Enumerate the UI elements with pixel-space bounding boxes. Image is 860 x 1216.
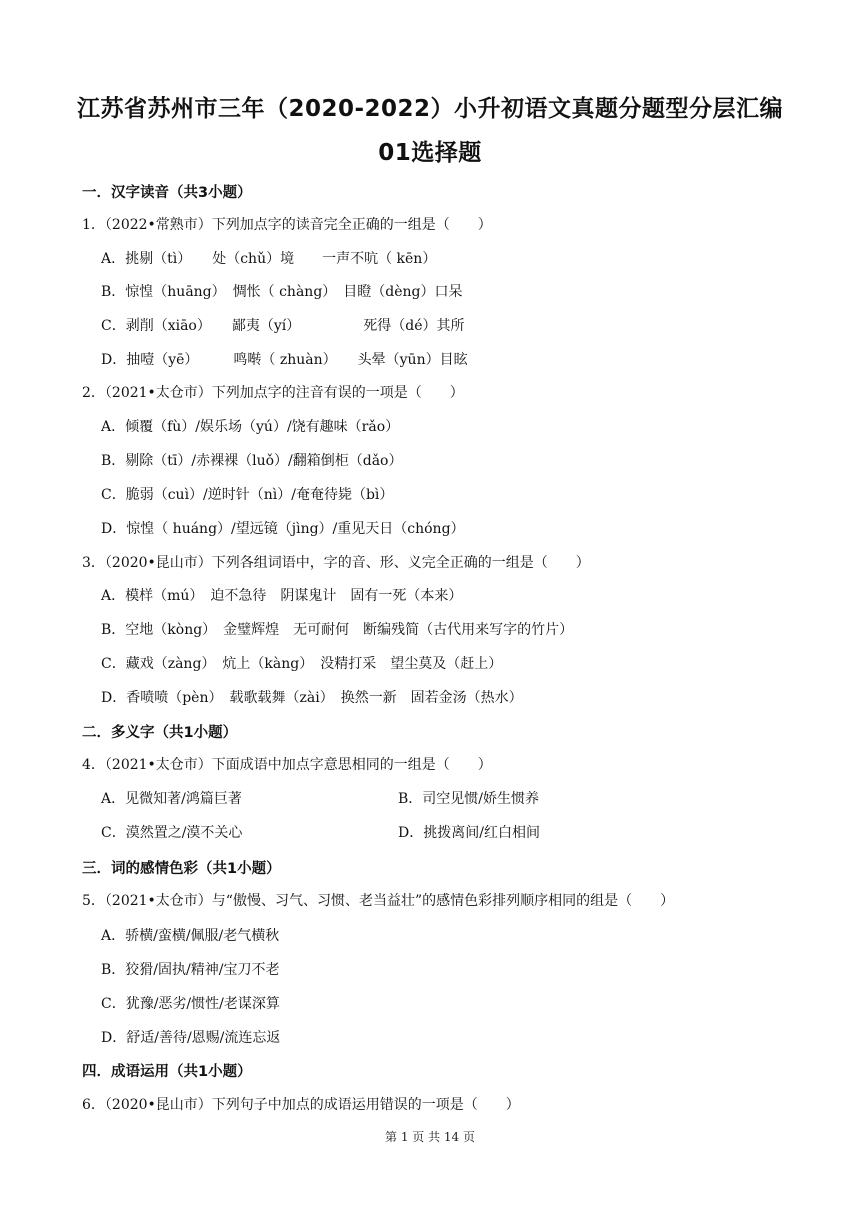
page-footer: 第 1 页 共 14 页	[385, 1130, 475, 1144]
question-3: 3．（2020•昆山市）下列各组词语中，字的音、形、义完全正确的一组是（ ）	[82, 555, 590, 571]
q1-option-a: A．挑剔（tì） 处（chǔ）境 一声不吭（ kēn）	[101, 251, 437, 267]
section-heading: 四．成语运用（共1小题）	[82, 1064, 252, 1080]
q4-option-d: D．挑拨离间/红白相间	[398, 825, 540, 841]
q2-option-b: B．剔除（tī）/赤裸裸（luǒ）/翻箱倒柜（dǎo）	[101, 453, 403, 469]
q5-option-a: A．骄横/蛮横/佩服/老气横秋	[101, 928, 280, 944]
question-4: 4．（2021•太仓市）下面成语中加点字意思相同的一组是（ ）	[82, 757, 492, 773]
q1-option-d: D．抽噎（yē） 鸣啭（ zhuàn） 头晕（yūn）目眩	[101, 352, 468, 368]
q3-option-b: B．空地（kòng） 金璧辉煌 无可耐何 断编残简（古代用来写字的竹片）	[101, 622, 574, 638]
section-heading: 三．词的感情色彩（共1小题）	[82, 861, 281, 877]
question-6: 6．（2020•昆山市）下列句子中加点的成语运用错误的一项是（ ）	[82, 1097, 520, 1113]
q4-option-a: A．见微知著/鸿篇巨著	[101, 791, 242, 807]
question-2: 2．（2021•太仓市）下列加点字的注音有误的一项是（ ）	[82, 385, 464, 401]
document-title: 江苏省苏州市三年（2020-2022）小升初语文真题分题型分层汇编	[76, 96, 784, 122]
document-subtitle: 01选择题	[378, 140, 482, 166]
q5-option-c: C．犹豫/恶劣/惯性/老谋深算	[101, 996, 280, 1012]
q4-option-b: B．司空见惯/娇生惯养	[398, 791, 540, 807]
section-heading: 一．汉字读音（共3小题）	[82, 185, 252, 201]
q3-option-c: C．藏戏（zàng） 炕上（kàng） 没精打采 望尘莫及（赶上）	[101, 656, 503, 672]
question-5: 5．（2021•太仓市）与“傲慢、习气、习惯、老当益壮”的感情色彩排列顺序相同的组是（ ）	[82, 893, 675, 909]
question-1: 1．（2022•常熟市）下列加点字的读音完全正确的一组是（ ）	[82, 217, 492, 233]
q1-option-b: B．惊惶（huāng） 惆怅（ chàng） 目瞪（dèng）口呆	[101, 284, 463, 300]
q2-option-d: D．惊惶（ huáng）/望远镜（jìng）/重见天日（chóng）	[101, 521, 465, 537]
q3-option-a: A．模样（mú） 迫不急待 阴谋鬼计 固有一死（本来）	[101, 588, 463, 604]
q3-option-d: D．香喷喷（pèn） 载歌载舞（zài） 换然一新 固若金汤（热水）	[101, 690, 523, 706]
section-heading: 二．多义字（共1小题）	[82, 725, 238, 741]
q5-option-b: B．狡猾/固执/精神/宝刀不老	[101, 962, 280, 978]
q2-option-a: A．倾覆（fù）/娱乐场（yú）/饶有趣味（rǎo）	[101, 419, 400, 435]
q4-option-c: C．漠然置之/漠不关心	[101, 825, 243, 841]
q2-option-c: C．脆弱（cuì）/逆时针（nì）/奄奄待毙（bì）	[101, 487, 394, 503]
q5-option-d: D．舒适/善待/恩赐/流连忘返	[101, 1030, 281, 1046]
q1-option-c: C．剥削（xiāo） 鄙夷（yí） 死得（dé）其所	[101, 318, 465, 334]
